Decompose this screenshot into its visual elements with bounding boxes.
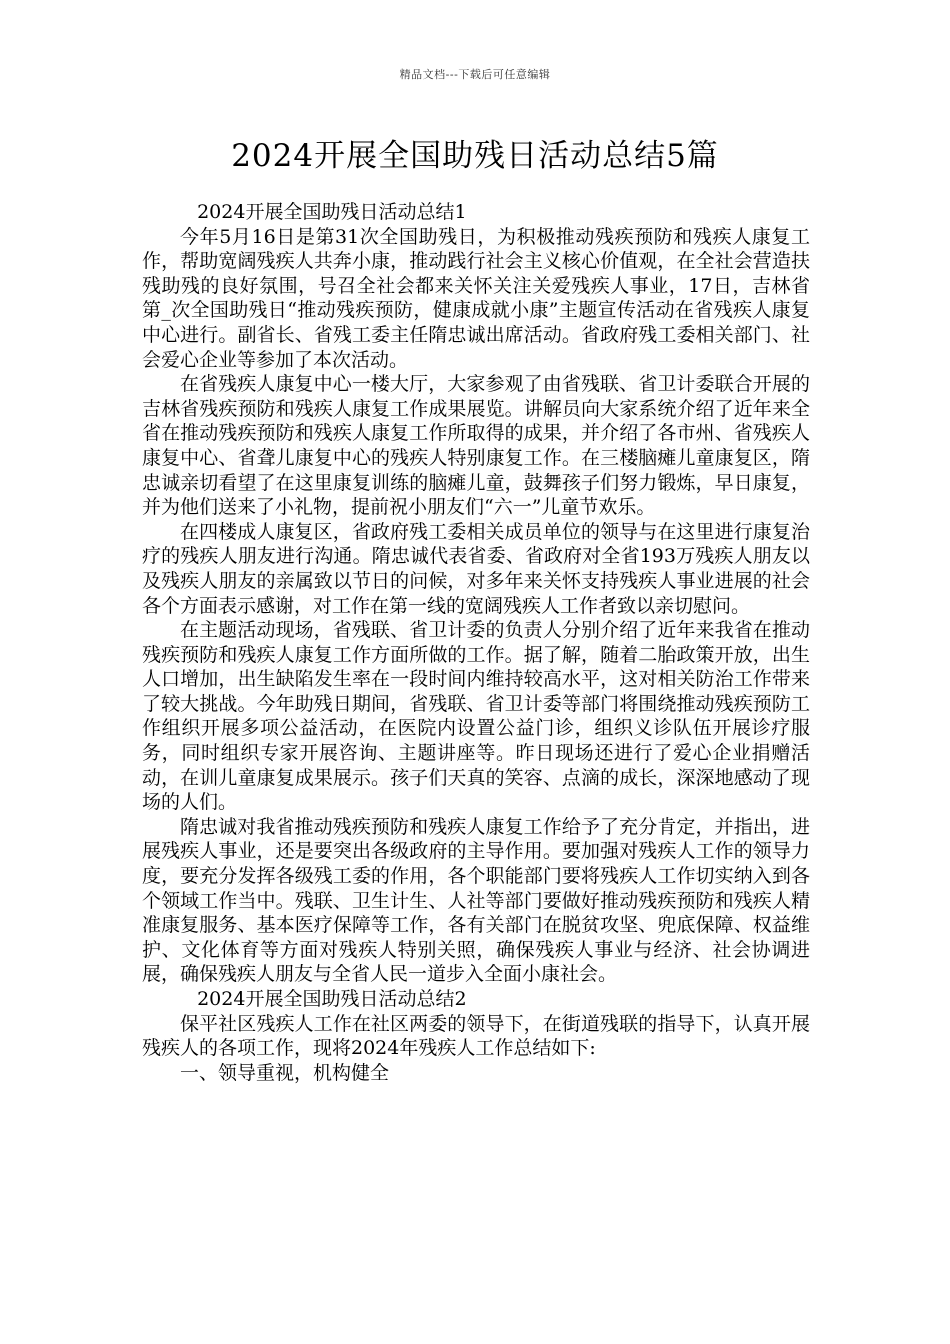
document-title: 2024开展全国助残日活动总结5篇 <box>231 138 719 174</box>
document-body <box>142 200 810 1085</box>
paragraph: 今年5月16日是第31次全国助残日，为积极推动残疾预防和残疾人康复工作，帮助宽阔残疾人共奔小康，推动践行社会主义核心价值观，在全社会营造扶残助残的良好氛围，号召全社会都来关怀关注关爱残疾人事业，17日，吉林省第_次全国助残日“推动残疾预防，健康成就小康”主题宣传活动在省残疾人康复中心进行。副省长、省残工委主任隋忠诚出席活动。省政府残工委相关部门、社会爱心企业等参加了本次活动。 <box>142 225 810 371</box>
paragraph: 隋忠诚对我省推动残疾预防和残疾人康复工作给予了充分肯定，并指出，进展残疾人事业，还是要突出各级政府的主导作用。要加强对残疾人工作的领导力度，要充分发挥各级残工委的作用，各个职能部门要将残疾人工作切实纳入到各个领域工作当中。残联、卫生计生、人社等部门要做好推动残疾预防和残疾人精准康复服务、基本医疗保障等工作，各有关部门在脱贫攻坚、兜底保障、权益维护、文化体育等方面对残疾人特别关照，确保残疾人事业与经济、社会协调进展，确保残疾人朋友与全省人民一道步入全面小康社会。 <box>142 815 810 986</box>
paragraph: 在省残疾人康复中心一楼大厅，大家参观了由省残联、省卫计委联合开展的吉林省残疾预防和残疾人康复工作成果展览。讲解员向大家系统介绍了近年来全省在推动残疾预防和残疾人康复工作所取得的成果，并介绍了各市州、省残疾人康复中心、省聋儿康复中心的残疾人特别康复工作。在三楼脑瘫儿童康复区，隋忠诚亲切看望了在这里康复训练的脑瘫儿童，鼓舞孩子们努力锻炼，早日康复，并为他们送来了小礼物，提前祝小朋友们“六一”儿童节欢乐。 <box>142 373 810 519</box>
section-heading: 2024开展全国助残日活动总结1 <box>197 201 467 223</box>
page-header-note: 精品文档---下载后可任意编辑 <box>399 68 551 81</box>
paragraph: 保平社区残疾人工作在社区两委的领导下，在街道残联的指导下，认真开展残疾人的各项工作，现将2024年残疾人工作总结如下: <box>142 1012 810 1060</box>
paragraph: 在主题活动现场，省残联、省卫计委的负责人分别介绍了近年来我省在推动残疾预防和残疾人康复工作方面所做的工作。据了解，随着二胎政策开放，出生人口增加，出生缺陷发生率在一段时间内维持较高水平，这对相关防治工作带来了较大挑战。今年助残日期间，省残联、省卫计委等部门将围绕推动残疾预防工作组织开展多项公益活动，在医院内设置公益门诊，组织义诊队伍开展诊疗服务，同时组织专家开展咨询、主题讲座等。昨日现场还进行了爱心企业捐赠活动，在训儿童康复成果展示。孩子们天真的笑容、点滴的成长，深深地感动了现场的人们。 <box>142 619 810 814</box>
section-heading: 2024开展全国助残日活动总结2 <box>197 988 467 1010</box>
paragraph: 在四楼成人康复区，省政府残工委相关成员单位的领导与在这里进行康复治疗的残疾人朋友进行沟通。隋忠诚代表省委、省政府对全省193万残疾人朋友以及残疾人朋友的亲属致以节日的问候，对多年来关怀支持残疾人事业进展的社会各个方面表示感谢，对工作在第一线的宽阔残疾人工作者致以亲切慰问。 <box>142 520 810 617</box>
paragraph: 一、领导重视，机构健全 <box>180 1061 390 1084</box>
